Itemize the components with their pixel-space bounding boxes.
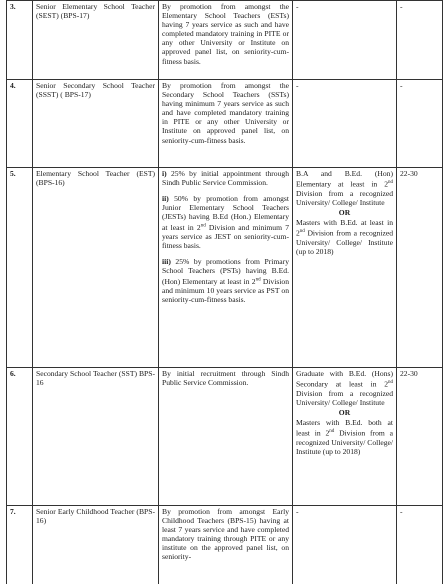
age-limit: - xyxy=(397,80,443,168)
post-title: Senior Secondary School Teacher (SSST) ( BPS-17) xyxy=(33,80,159,168)
qualification: - xyxy=(293,1,397,80)
qualification-option-b: Masters with B.Ed. at least in 2nd Division from a recognized University/ College/ Institute (up to 2018) xyxy=(296,218,393,256)
ordinal-suffix: nd xyxy=(329,429,335,435)
table-row xyxy=(7,506,443,584)
method-item: iii) 25% by promotions from Primary School Teachers (PSTs) having B.Ed. (Hon) Elementary at least in 2nd Division and minimum 10 years service as PST on seniority-cum-fitness basis. xyxy=(162,257,289,305)
document-page xyxy=(6,0,444,584)
method-of-recruitment: By promotion from amongst the Secondary School Teachers (SSTs) having minimum 7 years service as such and have completed mandatory training in PITE or any other University or Institute on approved panel list, on seniority-cum-fitness basis. xyxy=(159,80,293,168)
or-separator: OR xyxy=(338,207,351,217)
qualification-option-a: B.A and B.Ed. (Hon) Elementary at least in 2nd Division from a recognized University/ College/ Institute xyxy=(296,169,393,207)
ordinal-suffix: nd xyxy=(388,380,393,386)
qualification: - xyxy=(293,80,397,168)
qualification xyxy=(293,168,397,368)
serial-number: 6. xyxy=(7,368,33,506)
method-of-recruitment: By promotion from amongst Early Childhood Teachers (BPS-15) having at least 7 years service and have completed mandatory training through PITE or any institute on the approved panel list, on seniority- xyxy=(159,506,293,584)
qualification-option-a: Graduate with B.Ed. (Hons) Secondary at least in 2nd Division from a recognized University/ College/ Institute xyxy=(296,369,393,407)
age-limit: - xyxy=(397,1,443,80)
qualification-option-b: Masters with B.Ed. both at least in 2nd Division from a recognized University/ College/ Institute (up to 2018) xyxy=(296,418,394,456)
ordinal-suffix: nd xyxy=(299,229,305,235)
post-title: Elementary School Teacher (EST) (BPS-16) xyxy=(33,168,159,368)
method-of-recruitment: By initial recruitment through Sindh Public Service Commission. xyxy=(159,368,293,506)
table-row xyxy=(7,168,443,368)
or-separator: OR xyxy=(338,407,351,417)
method-of-recruitment: By promotion from amongst the Elementary School Teachers (ESTs) having 7 years service as such and have completed mandatory training in PITE or any other University or Institute on approved panel list, on seniority-cum-fitness basis. xyxy=(159,1,293,80)
table-row xyxy=(7,80,443,168)
recruitment-rules-table xyxy=(6,0,443,584)
ordinal-suffix: nd xyxy=(388,180,393,186)
method-item: i) 25% by initial appointment through Sindh Public Service Commission. xyxy=(162,169,289,188)
ordinal-suffix: nd xyxy=(200,223,206,229)
qualification: - xyxy=(293,506,397,584)
age-limit: 22-30 xyxy=(397,368,443,506)
serial-number: 3. xyxy=(7,1,33,80)
post-title: Senior Elementary School Teacher (SEST) (BPS-17) xyxy=(33,1,159,80)
age-limit: 22-30 xyxy=(397,168,443,368)
method-item: ii) 50% by promotion from amongst Junior Elementary School Teachers (JESTs) having B.Ed (Hon.) Elementary at least in 2nd Division and minimum 7 years service as JEST on seniority-cum-fitness basis. xyxy=(162,194,289,251)
qualification xyxy=(293,368,397,506)
table-row xyxy=(7,1,443,80)
method-of-recruitment xyxy=(159,168,293,368)
serial-number: 5. xyxy=(7,168,33,368)
post-title: Secondary School Teacher (SST) BPS-16 xyxy=(33,368,159,506)
post-title: Senior Early Childhood Teacher (BPS-16) xyxy=(33,506,159,584)
table-row xyxy=(7,368,443,506)
serial-number: 4. xyxy=(7,80,33,168)
serial-number: 7. xyxy=(7,506,33,584)
ordinal-suffix: nd xyxy=(255,277,261,283)
age-limit: - xyxy=(397,506,443,584)
